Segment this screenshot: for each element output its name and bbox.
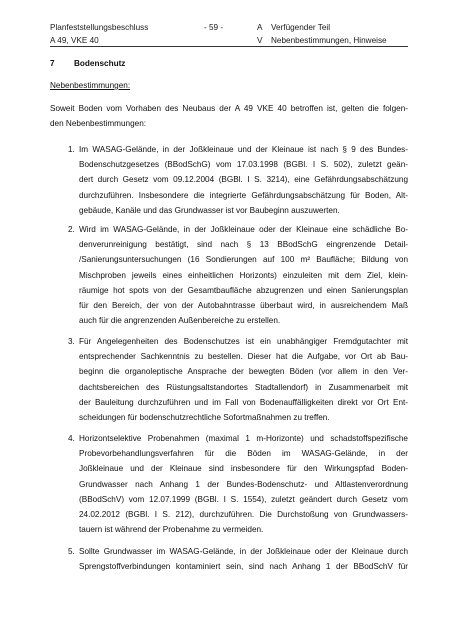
header-project: A 49, VKE 40 xyxy=(50,36,99,45)
item-line: Horizontselektive Probenahmen (maximal 1 m-Horizonte) und schadstoffspezifische xyxy=(79,434,408,443)
header-document-type: Planfeststellungsbeschluss xyxy=(50,23,149,32)
header-chapter-letter: V xyxy=(257,36,263,45)
item-line: Grundwasser nach Anhang 1 der Bundes-Bodenschutz- und Altlastenverordnung xyxy=(79,479,408,489)
item-line: entsprechender Sachkenntnis zu bestellen. Dieser hat die Aufgabe, vor Ort ab Bau- xyxy=(79,352,408,362)
list-marker: 1. xyxy=(68,145,75,154)
item-line: der Bauleitung durchzuführen und im Fall von Bodenauffälligkeiten direkt vor Ort Ent- xyxy=(79,397,408,407)
item-line: für den Bereich, der von der Autobahntrasse überbaut wird, in ausreichendem Maß xyxy=(79,301,408,311)
section-number: 7 xyxy=(50,59,55,68)
item-line: beginn die organoleptische Ansprache der bewegten Böden (vor allem in den Ver- xyxy=(79,367,408,377)
item-line: Probevorbehandlungsverfahren für die Böden im WASAG-Gelände, in der xyxy=(79,449,408,459)
intro-line: den Nebenbestimmungen: xyxy=(50,119,147,129)
item-line: Wird im WASAG-Gelände, in der Joßkleinaue oder der Kleinaue eine schädliche Bo- xyxy=(79,225,408,234)
item-line: dachtsbereichen des Rüstungsaltstandortes Stadtallendorf) in Zusammenarbeit mit xyxy=(79,382,408,392)
item-line: auch für die angrenzenden Außenbereiche zu erstellen. xyxy=(79,316,281,326)
list-marker: 3. xyxy=(68,337,75,346)
item-line: durchzuführen. Insbesondere die integrierte Gefährdungsabschätzung für Boden, Alt- xyxy=(79,190,408,200)
header-divider xyxy=(50,46,408,47)
item-line: Joßkleinaue und der Kleinaue sind insbesondere für den Wirkungspfad Boden- xyxy=(79,464,408,474)
item-line: tauern ist während der Probenahme zu vermeiden. xyxy=(79,525,264,535)
list-marker: 4. xyxy=(68,434,75,443)
item-line: Mischproben jeweils eines einheitlichen Horizonts) einzuleiten mit dem Ziel, klein- xyxy=(79,270,408,280)
header-part-letter: A xyxy=(257,23,263,32)
item-line: Bodenschutzgesetzes (BBodSchG) vom 17.03.1998 (BGBl. I S. 502), zuletzt geän- xyxy=(79,160,408,170)
subheading-nebenbestimmungen: Nebenbestimmungen: xyxy=(50,81,131,90)
item-line: dert durch Gesetz vom 09.12.2004 (BGBl. I S. 3214), eine Gefährdungsabschätzung xyxy=(79,175,408,185)
item-line: /Sanierungsuntersuchungen (16 Sondierungen auf 100 m² Baufläche; Bildung von xyxy=(79,255,408,265)
section-heading xyxy=(50,58,125,69)
item-line: scheidungen für bodenschutzrechtliche Sofortmaßnahmen zu treffen. xyxy=(79,413,330,423)
item-line: Sollte Grundwasser im WASAG-Gelände, in der Joßkleinaue oder der Kleinaue durch xyxy=(79,547,408,556)
list-marker: 2. xyxy=(68,225,75,234)
item-line: Im WASAG-Gelände, in der Joßkleinaue und der Kleinaue ist nach § 9 des Bundes- xyxy=(79,145,408,154)
item-line: 24.02.2012 (BGBl. I S. 212), durchzuführen. Die Durchstoßung von Grundwassers- xyxy=(79,510,408,520)
item-line: Sprengstoffverbindungen kontaminiert sein, sind nach Anhang 1 der BBodSchV für xyxy=(79,562,408,572)
intro-line: Soweit Boden vom Vorhaben des Neubaus der A 49 VKE 40 betroffen ist, gelten die folgen- xyxy=(50,104,408,113)
section-title: Bodenschutz xyxy=(74,59,126,68)
header-chapter-title: Nebenbestimmungen, Hinweise xyxy=(271,36,387,45)
item-line: räumige hot spots von der Gesamtbaufläche abzugrenzen und einen Sanierungsplan xyxy=(79,285,408,295)
header-part-title: Verfügender Teil xyxy=(271,23,331,32)
header-page-number: - 59 - xyxy=(204,23,224,32)
item-line: (BBodSchV) vom 12.07.1999 (BGBl. I S. 1554), zuletzt geändert durch Gesetz vom xyxy=(79,494,408,504)
item-line: Für Angelegenheiten des Bodenschutzes ist ein unabhängiger Fremdgutachter mit xyxy=(79,337,408,346)
list-marker: 5. xyxy=(68,547,75,556)
item-line: denverunreinigung bestätigt, sind nach § 13 BBodSchG eingrenzende Detail- xyxy=(79,240,408,250)
item-line: gebäude, Kanäle und das Grundwasser ist vor Baubeginn auszuwerten. xyxy=(79,205,340,215)
intro-paragraph xyxy=(50,101,408,131)
